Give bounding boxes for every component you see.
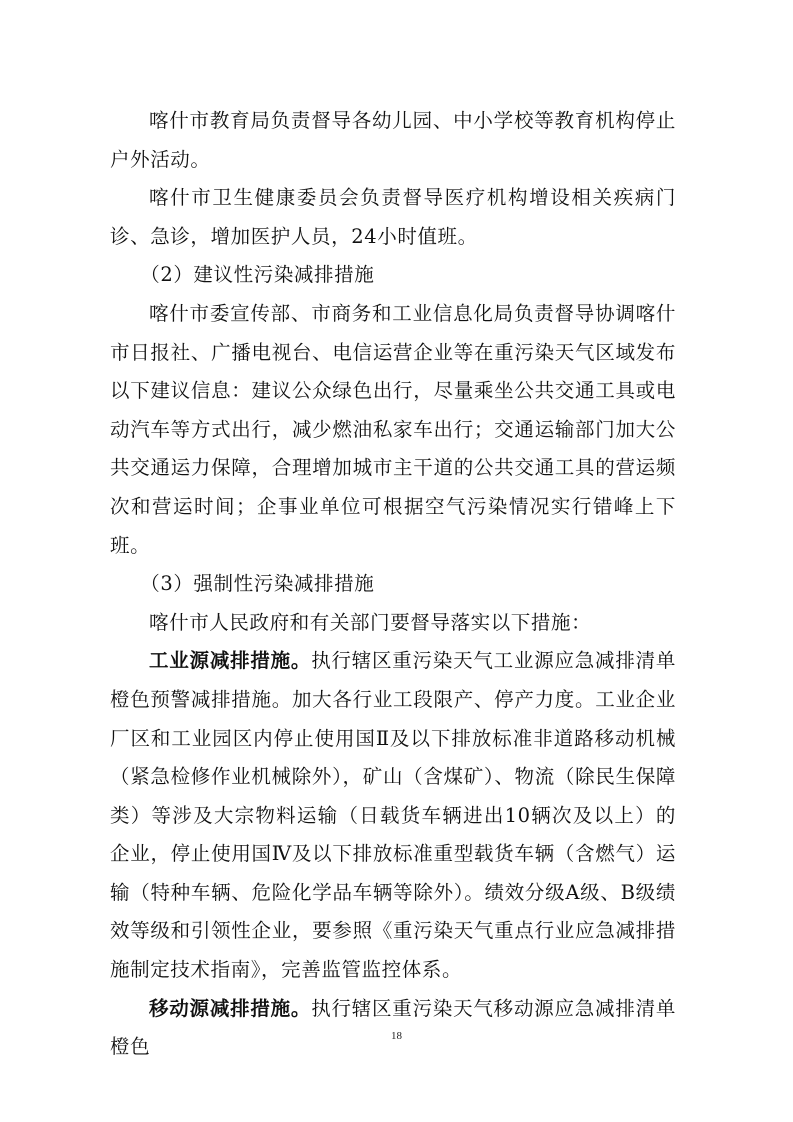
paragraph-government: 喀什市人民政府和有关部门要督导落实以下措施： (149, 610, 592, 634)
section-heading-advisory: （2）建议性污染减排措施 (140, 263, 375, 287)
paragraph-advisory: 喀什市委宣传部、市商务和工业信息化局负责督导协调喀什市日报社、广播电视台、电信运营企业等在重污染天气区域发布以下建议信息：建议公众绿色出行，尽量乘坐公共交通工具或电动汽车等方式出行，减少燃油私家车出行；交通运输部门加大公共交通运力保障，合理增加城市主干道的公共交通工具的营运频次和营运时间；企事业单位可根据空气污染情况实行错峰上下班。 (110, 301, 676, 557)
mobile-text: 执行辖区重污染天气移动源应急减排清单橙色 (110, 996, 676, 1059)
industrial-lead: 工业源减排措施。 (149, 649, 312, 673)
paragraph-mobile (110, 990, 676, 1067)
industrial-text: 执行辖区重污染天气工业源应急减排清单橙色预警减排措施。加大各行业工段限产、停产力度。工业企业厂区和工业园区内停止使用国Ⅱ及以下排放标准非道路移动机械（紧急检修作业机械除外），矿山（含煤矿）、物流（除民生保障类）等涉及大宗物料运输（日载货车辆进出10辆次及以上）的企业，停止使用国Ⅳ及以下排放标准重型载货车辆（含燃气）运输（特种车辆、危险化学品车辆等除外）。绩效分级A级、B级绩效等级和引领性企业，要参照《重污染天气重点行业应急减排措施制定技术指南》，完善监管监控体系。 (110, 649, 676, 982)
mobile-lead: 移动源减排措施。 (149, 996, 312, 1020)
section-heading-mandatory: （3）强制性污染减排措施 (140, 572, 375, 596)
paragraph-health: 喀什市卫生健康委员会负责督导医疗机构增设相关疾病门诊、急诊，增加医护人员，24小时值班。 (110, 186, 676, 248)
document-body (110, 102, 676, 1067)
page-number: 18 (391, 1030, 402, 1042)
paragraph-education: 喀什市教育局负责督导各幼儿园、中小学校等教育机构停止户外活动。 (110, 109, 676, 171)
paragraph-industrial (110, 642, 676, 989)
